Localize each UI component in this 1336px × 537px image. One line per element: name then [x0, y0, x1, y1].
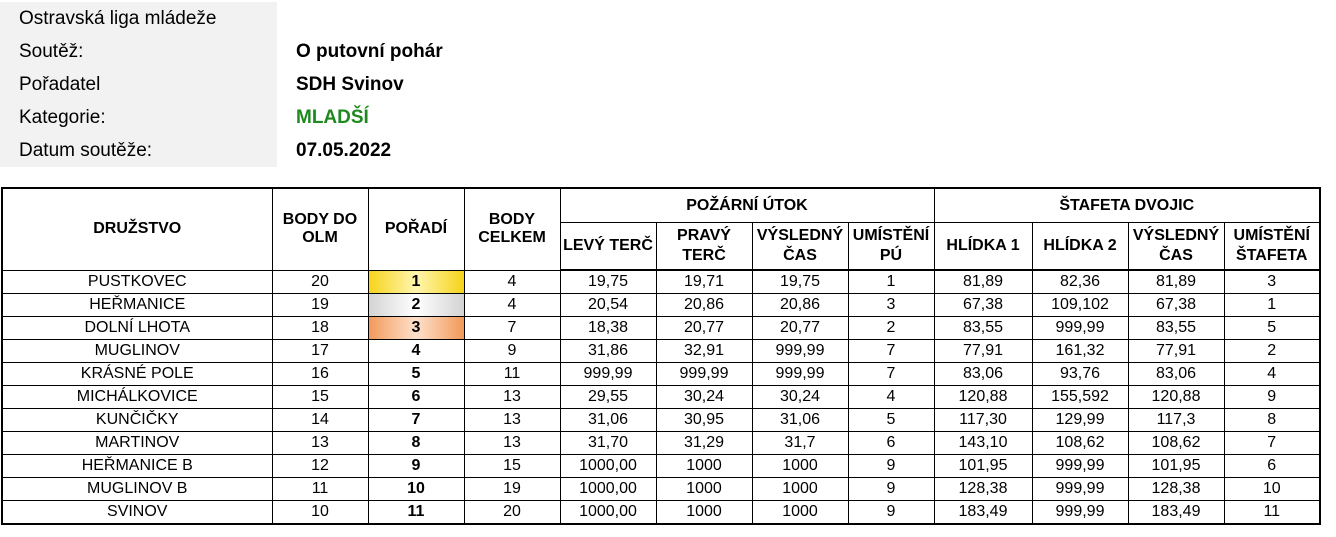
team-name: MARTINOV	[2, 432, 272, 455]
placement-relay: 8	[1224, 409, 1320, 432]
placement-pu: 5	[848, 409, 934, 432]
guard-1: 128,38	[934, 478, 1032, 501]
header-result-time: VÝSLEDNÝ ČAS	[752, 223, 848, 271]
placement-relay: 2	[1224, 340, 1320, 363]
rank: 9	[368, 455, 464, 478]
left-target: 1000,00	[560, 478, 656, 501]
info-row-league	[0, 2, 700, 35]
header-placement-relay: UMÍSTĚNÍ ŠTAFETA	[1224, 223, 1320, 271]
table-row	[2, 386, 1320, 409]
guard-1: 117,30	[934, 409, 1032, 432]
relay-result-time: 77,91	[1128, 340, 1224, 363]
guard-1: 83,55	[934, 317, 1032, 340]
team-name: HEŘMANICE	[2, 294, 272, 317]
points-olm: 20	[272, 270, 368, 294]
left-target: 31,70	[560, 432, 656, 455]
right-target: 32,91	[656, 340, 752, 363]
right-target: 30,95	[656, 409, 752, 432]
placement-pu: 9	[848, 455, 934, 478]
total-points: 9	[464, 340, 560, 363]
table-row	[2, 501, 1320, 525]
team-name: MUGLINOV	[2, 340, 272, 363]
guard-1: 143,10	[934, 432, 1032, 455]
guard-2: 129,99	[1032, 409, 1128, 432]
total-points: 7	[464, 317, 560, 340]
info-row-category	[0, 101, 700, 134]
relay-result-time: 117,3	[1128, 409, 1224, 432]
total-points: 19	[464, 478, 560, 501]
date-label: Datum soutěže:	[0, 134, 277, 167]
relay-result-time: 83,06	[1128, 363, 1224, 386]
right-target: 1000	[656, 501, 752, 525]
team-name: PUSTKOVEC	[2, 270, 272, 294]
league-name: Ostravská liga mládeže	[0, 2, 277, 35]
category-label: Kategorie:	[0, 101, 277, 134]
team-name: KRÁSNÉ POLE	[2, 363, 272, 386]
total-points: 13	[464, 432, 560, 455]
result-time: 31,7	[752, 432, 848, 455]
points-olm: 17	[272, 340, 368, 363]
total-points: 4	[464, 294, 560, 317]
guard-2: 999,99	[1032, 478, 1128, 501]
guard-2: 109,102	[1032, 294, 1128, 317]
result-time: 30,24	[752, 386, 848, 409]
rank: 1	[368, 270, 464, 294]
left-target: 31,06	[560, 409, 656, 432]
header-team: DRUŽSTVO	[2, 188, 272, 270]
results-table	[1, 187, 1321, 525]
result-time: 999,99	[752, 363, 848, 386]
placement-relay: 10	[1224, 478, 1320, 501]
points-olm: 11	[272, 478, 368, 501]
placement-pu: 9	[848, 478, 934, 501]
right-target: 20,77	[656, 317, 752, 340]
guard-2: 161,32	[1032, 340, 1128, 363]
relay-result-time: 67,38	[1128, 294, 1224, 317]
total-points: 13	[464, 386, 560, 409]
table-row	[2, 340, 1320, 363]
team-name: KUNČIČKY	[2, 409, 272, 432]
table-row	[2, 455, 1320, 478]
guard-2: 999,99	[1032, 317, 1128, 340]
table-row	[2, 294, 1320, 317]
right-target: 20,86	[656, 294, 752, 317]
guard-2: 155,592	[1032, 386, 1128, 409]
guard-1: 120,88	[934, 386, 1032, 409]
team-name: MICHÁLKOVICE	[2, 386, 272, 409]
right-target: 30,24	[656, 386, 752, 409]
rank: 3	[368, 317, 464, 340]
table-row	[2, 432, 1320, 455]
header-relay: ŠTAFETA DVOJIC	[934, 188, 1320, 223]
total-points: 13	[464, 409, 560, 432]
guard-1: 81,89	[934, 270, 1032, 294]
points-olm: 14	[272, 409, 368, 432]
team-name: DOLNÍ LHOTA	[2, 317, 272, 340]
organizer-value: SDH Svinov	[296, 74, 404, 95]
header-points-olm: BODY DO OLM	[272, 188, 368, 270]
result-time: 1000	[752, 455, 848, 478]
guard-2: 93,76	[1032, 363, 1128, 386]
placement-pu: 3	[848, 294, 934, 317]
table-row	[2, 478, 1320, 501]
placement-pu: 7	[848, 340, 934, 363]
points-olm: 16	[272, 363, 368, 386]
right-target: 31,29	[656, 432, 752, 455]
rank: 10	[368, 478, 464, 501]
table-row	[2, 317, 1320, 340]
header-relay-result-time: VÝSLEDNÝ ČAS	[1128, 223, 1224, 271]
guard-1: 101,95	[934, 455, 1032, 478]
placement-relay: 5	[1224, 317, 1320, 340]
points-olm: 15	[272, 386, 368, 409]
relay-result-time: 101,95	[1128, 455, 1224, 478]
rank: 7	[368, 409, 464, 432]
left-target: 29,55	[560, 386, 656, 409]
result-time: 1000	[752, 478, 848, 501]
relay-result-time: 108,62	[1128, 432, 1224, 455]
placement-relay: 11	[1224, 501, 1320, 525]
table-row	[2, 270, 1320, 294]
result-time: 20,77	[752, 317, 848, 340]
table-row	[2, 363, 1320, 386]
placement-relay: 6	[1224, 455, 1320, 478]
right-target: 1000	[656, 455, 752, 478]
guard-2: 108,62	[1032, 432, 1128, 455]
total-points: 11	[464, 363, 560, 386]
points-olm: 18	[272, 317, 368, 340]
total-points: 4	[464, 270, 560, 294]
header-guard-1: HLÍDKA 1	[934, 223, 1032, 271]
points-olm: 10	[272, 501, 368, 525]
result-time: 31,06	[752, 409, 848, 432]
header-rank: POŘADÍ	[368, 188, 464, 270]
points-olm: 13	[272, 432, 368, 455]
competition-label: Soutěž:	[0, 35, 277, 68]
team-name: HEŘMANICE B	[2, 455, 272, 478]
header-total-points: BODY CELKEM	[464, 188, 560, 270]
rank: 6	[368, 386, 464, 409]
placement-relay: 4	[1224, 363, 1320, 386]
organizer-label: Pořadatel	[0, 68, 277, 101]
table-row	[2, 409, 1320, 432]
points-olm: 12	[272, 455, 368, 478]
guard-2: 82,36	[1032, 270, 1128, 294]
points-olm: 19	[272, 294, 368, 317]
right-target: 1000	[656, 478, 752, 501]
left-target: 1000,00	[560, 501, 656, 525]
header-fire-attack: POŽÁRNÍ ÚTOK	[560, 188, 934, 223]
relay-result-time: 81,89	[1128, 270, 1224, 294]
left-target: 1000,00	[560, 455, 656, 478]
placement-relay: 7	[1224, 432, 1320, 455]
placement-pu: 7	[848, 363, 934, 386]
guard-1: 83,06	[934, 363, 1032, 386]
header-placement-pu: UMÍSTĚNÍ PÚ	[848, 223, 934, 271]
category-value: MLADŠÍ	[296, 107, 369, 128]
relay-result-time: 183,49	[1128, 501, 1224, 525]
rank: 2	[368, 294, 464, 317]
relay-result-time: 120,88	[1128, 386, 1224, 409]
left-target: 19,75	[560, 270, 656, 294]
right-target: 999,99	[656, 363, 752, 386]
placement-relay: 3	[1224, 270, 1320, 294]
left-target: 999,99	[560, 363, 656, 386]
relay-result-time: 128,38	[1128, 478, 1224, 501]
guard-1: 183,49	[934, 501, 1032, 525]
info-row-date	[0, 134, 700, 167]
result-time: 999,99	[752, 340, 848, 363]
placement-pu: 6	[848, 432, 934, 455]
result-time: 19,75	[752, 270, 848, 294]
left-target: 20,54	[560, 294, 656, 317]
guard-2: 999,99	[1032, 455, 1128, 478]
rank: 8	[368, 432, 464, 455]
left-target: 31,86	[560, 340, 656, 363]
placement-pu: 1	[848, 270, 934, 294]
info-row-competition	[0, 35, 700, 68]
placement-pu: 4	[848, 386, 934, 409]
rank: 4	[368, 340, 464, 363]
total-points: 20	[464, 501, 560, 525]
guard-1: 67,38	[934, 294, 1032, 317]
info-row-organizer	[0, 68, 700, 101]
rank: 5	[368, 363, 464, 386]
result-time: 1000	[752, 501, 848, 525]
placement-relay: 1	[1224, 294, 1320, 317]
header-right-target: PRAVÝ TERČ	[656, 223, 752, 271]
result-time: 20,86	[752, 294, 848, 317]
total-points: 15	[464, 455, 560, 478]
date-value: 07.05.2022	[296, 140, 392, 161]
placement-relay: 9	[1224, 386, 1320, 409]
competition-value: O putovní pohár	[296, 41, 443, 62]
header-guard-2: HLÍDKA 2	[1032, 223, 1128, 271]
team-name: MUGLINOV B	[2, 478, 272, 501]
placement-pu: 9	[848, 501, 934, 525]
team-name: SVINOV	[2, 501, 272, 525]
rank: 11	[368, 501, 464, 525]
relay-result-time: 83,55	[1128, 317, 1224, 340]
header-left-target: LEVÝ TERČ	[560, 223, 656, 271]
left-target: 18,38	[560, 317, 656, 340]
guard-1: 77,91	[934, 340, 1032, 363]
placement-pu: 2	[848, 317, 934, 340]
guard-2: 999,99	[1032, 501, 1128, 525]
right-target: 19,71	[656, 270, 752, 294]
